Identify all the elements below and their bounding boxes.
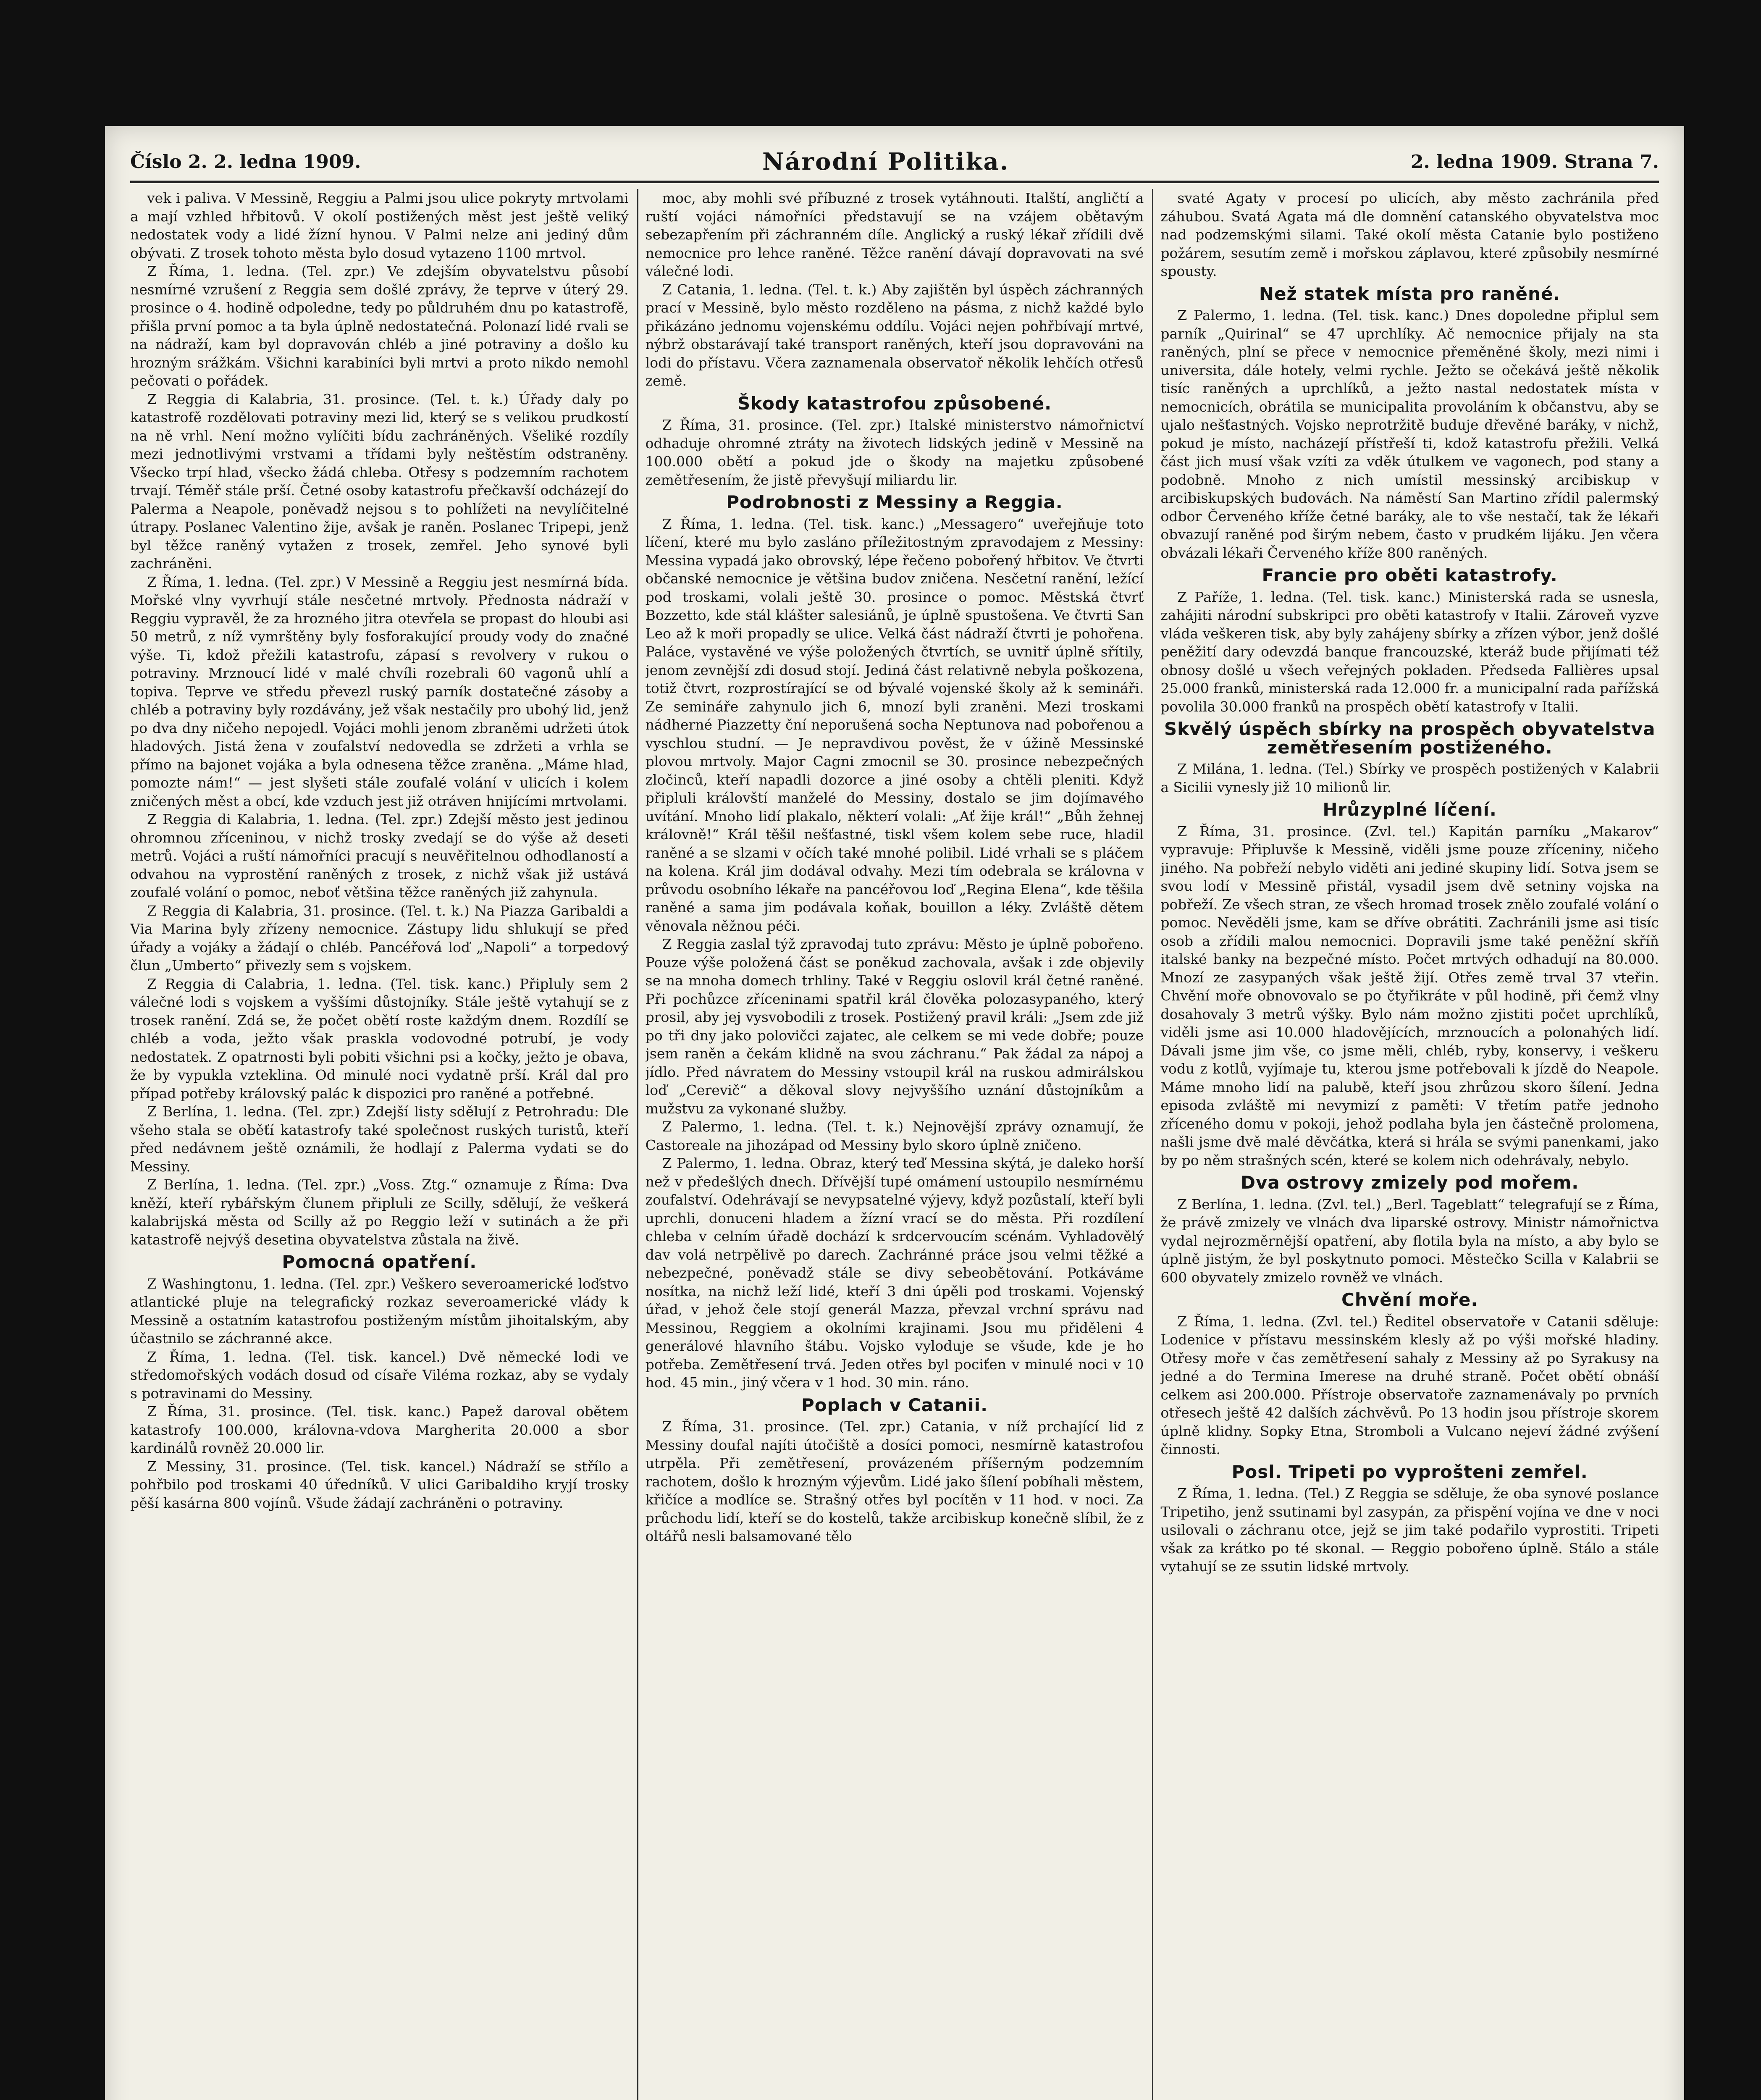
paragraph: Z Říma, 31. prosince. (Zvl. tel.) Kapitán parníku „Makarov“ vypravuje: Připluvše k Messině, viděli jsme pouze zříceniny, ničeho jiného. Na pobřeží nebylo viděti ani jediné skupiny lidí. Sotva jsem se svou lodí v Messině přistál, vysadil jsem dvě setniny vojska na pobřeží. Ze všech stran, ze všech hromad trosek znělo zoufalé volání o pomoc. Nevěděli jsme, kam se dříve obrátiti. Zachránili jsme asi tisíc osob a zřídili malou nemocnici. Dopravili jsme také peněžní skříň italské banky na bezpečné místo. Počet mrtvých odhadují na 80.000. Mnozí ze zasypaných však ještě žijí. Otřes země trval 37 vteřin. Chvění moře obnovovalo se po čtyřikráte v půl hodině, při čemž vlny dosahovaly 3 metrů výšky. Bylo nám možno zjistiti počet uprchlíků, viděli jsme asi 10.000 hladovějících, mrznoucích a polonahých lidí. Dávali jsme jim vše, co jsme měli, chléb, ryby, konservy, i veškeru vodu z kotlů, vyjímaje tu, kterou jsme potřebovali k jízdě do Neapole. Máme mnoho lidí na palubě, kteří jsou zhrůzou skoro šílení. Jedna episoda zvláště mi nevymizí z paměti: V třetím patře jednoho zříceného domu v pokoji, jehož podlaha byla jen částečně prolomena, našli jsme dvě malé děvčátka, která si hrála se svými panenkami, jako by po něm strašných scén, které se kolem nich odehrávaly, nebylo. <box>1160 823 1659 1168</box>
section-heading: Hrůzyplné líčení. <box>1323 799 1497 820</box>
section-heading: Skvělý úspěch sbírky na prospěch obyvatelstva zemětřesením postiženého. <box>1164 719 1656 758</box>
page-header <box>130 147 1659 176</box>
paragraph: Z Palermo, 1. ledna. Obraz, který teď Messina skýtá, je daleko horší než v předešlých dnech. Dřívější tupé omámení ustoupilo nesmírnému zoufalství. Odehrávají se nevypsatelné výjevy, když pozůstalí, kteří byli uprchli, donuceni hladem a žízní vrací se do města. Při rozdílení chleba v celním úřadě dochází k srdcervoucím scénám. Vyhladovělý dav volá netrpělivě po darech. Zachránné práce jsou velmi těžké a nebezpečné, poněvadž stále se divy sebeobětování. Potkáváme nosítka, na nichž leží lidé, kteří 3 dni úpěli pod troskami. Vojenský úřad, v jehož čele stojí generál Mazza, převzal vrchní správu nad Messinou, Reggiem a okolními krajinami. Jsou mu přiděleni 4 generálové hlavního štábu. Vojsko vyloduje se všude, kde je ho potřeba. Zemětřesení trvá. Jeden otřes byl pociťen v minulé noci v 10 hod. 45 min., jiný včera v 1 hod. 30 min. ráno. <box>645 1155 1144 1391</box>
section-heading: Chvění moře. <box>1341 1289 1478 1310</box>
paragraph: Z Paříže, 1. ledna. (Tel. tisk. kanc.) Ministerská rada se usnesla, zahájiti národní subskripci pro oběti katastrofy v Italii. Zároveň vyzve vláda veškeren tisk, aby byly zahájeny sbírky a zřízen výbor, jenž došlé peněžití dary odevzdá banque francouzské, kteráž bude přijímati též obnosy došlé u všech veřejných pokladen. Předseda Fallières upsal 25.000 franků, ministerská rada 12.000 fr. a municipalní rada pařížská povolila 30.000 franků na prospěch obětí katastrofy v Italii. <box>1160 588 1659 715</box>
paragraph: Z Reggia di Kalabria, 31. prosince. (Tel. t. k.) Úřady daly po katastrofě rozdělovati potraviny mezi lid, který se s velikou prudkostí na ně vrhl. Není možno vylíčiti bídu zachráněných. Všeliké rozdíly mezi jednotlivými vrstvami a třídami byly neštěstím odstraněny. Všecko trpí hlad, všecko žádá chleba. Otřesy s podzemním rachotem trvají. Téměř stále prší. Četné osoby katastrofu přečkavší odcházejí do Palerma a Neapole, poněvadž nejsou s to pohlížeti na nevylíčitelné útrapy. Poslanec Valentino žije, avšak je raněn. Poslanec Tripepi, jenž byl těžce raněný vytažen z trosek, zemřel. Jeho synové byli zachráněni. <box>130 391 629 572</box>
article-columns <box>130 189 1659 2100</box>
paragraph: Z Milána, 1. ledna. (Tel.) Sbírky ve prospěch postižených v Kalabrii a Sicilii vynesly již 10 milionů lir. <box>1160 761 1659 795</box>
paragraph: Z Catania, 1. ledna. (Tel. t. k.) Aby zajištěn byl úspěch záchranných prací v Messině, bylo město rozděleno na pásma, z nichž každé bylo přikázáno jednomu vojenskému oddílu. Vojáci nejen pohřbívají mrtvé, nýbrž obstarávají také transport raněných, kteří jsou dopravováni na lodi do přístavu. Včera zaznamenala observatoř několik lehčích otřesů země. <box>645 281 1144 389</box>
page-number: 2. ledna 1909. Strana 7. <box>1410 151 1659 173</box>
paragraph: Z Reggia di Kalabria, 1. ledna. (Tel. zpr.) Zdejší město jest jedinou ohromnou zříceninou, v nichž trosky zvedají se do výše až deseti metrů. Vojáci a ruští námořníci pracují s neuvěřitelnou odhodlaností a odvahou na vyprostění raněných z trosek, z nichž však již ustává zoufalé volání o pomoc, neboť většina těžce raněných již zahynula. <box>130 811 629 900</box>
paragraph: Z Washingtonu, 1. ledna. (Tel. zpr.) Veškero severoamerické loďstvo atlantické pluje na telegrafický rozkaz severoamerické vlády k Messině a ostatním katastrofou postiženým místům jihoitalským, aby účastnilo se záchranné akce. <box>130 1275 629 1347</box>
paragraph: Z Říma, 1. ledna. (Tel. zpr.) V Messině a Reggiu jest nesmírná bída. Mořské vlny vyvrhují stále nesčetné mrtvoly. Přednosta nádraží v Reggiu vypravěl, že za hrozného jitra otevřela se propast do hloubi asi 50 metrů, z níž vymrštěny byly fosforakující proudy vody do značné výše. Ti, kdož přežili katastrofu, zápasí s revolvery v rukou o potraviny. Mrznoucí lidé v malé chvíli rozebrali 60 vagonů uhlí a topiva. Teprve ve středu převezl ruský parník dostatečné zásoby a chléb a potraviny byly rozdávány, jež však nestačily pro ubohý lid, jenž po dva dny ničeho nepojedl. Vojáci mohli jenom zbraněmi udržeti útok hladových. Jistá žena v zoufalství nedovedla se zdržeti a vrhla se přímo na bajonet vojáka a byla odnesena těžce zraněna. „Máme hlad, pomozte nám!“ — jest slyšeti stále zoufalé volání v ulicích i kolem zničených měst a obcí, kde vzduch jest již otráven hnijícími mrtvolami. <box>130 573 629 809</box>
paragraph: Z Říma, 31. prosince. (Tel. zpr.) Italské ministerstvo námořnictví odhaduje ohromné ztráty na životech lidských jedině v Messině na 100.000 obětí a pokud jde o škody na majetku způsobené zemětřesením, že jistě převyšují miliardu lir. <box>645 417 1144 488</box>
paragraph: Z Říma, 1. ledna. (Tel. tisk. kanc.) „Messagero“ uveřejňuje toto líčení, které mu bylo zasláno příležitostným zpravodajem z Messiny: Messina vypadá jako obrovský, lépe řečeno pobořený hřbitov. Ve čtvrti občanské nemocnice je většina budov zničena. Nesčetní ranění, ležící pod troskami, volali ještě 30. prosince o pomoc. Městská čtvrť Bozzetto, kde stál klášter salesiánů, je úplně spustošena. Ve čtvrti San Leo až k moři propadly se ulice. Velká část nádraží čtvrti je pohořena. Paláce, vystavěné ve výše položených čtvrtích, se uvnitř úplně sřítily, jenom zevnější zdi dosud stojí. Jediná část relativně nebyla poškozena, totiž čtvrt, rozprostírající se od bývalé vojenské školy až k semináři. Ze semináře zahynulo jich 6, mnozí byli zraněni. Mezi troskami nádherné Piazzetty ční neporušená socha Neptunova nad pobořenou a vyschlou studní. — Je nepravdivou pověst, že v úžině Messinské plovou mrtvoly. Major Cagni zmocnil se 30. prosince nebezpečných zločinců, kteří napadli dozorce a jiné osoby a chtěli pleniti. Když připluli královští manželé do Messiny, dostalo se jim dojímavého uvítání. Mnoho lidí plakalo, některí volali: „Ať žije král!“ „Bůh žehnej královně!“ Král těšil nešťastné, tiskl všem kolem sebe ruce, hladil raněné a se slzami v očích také mnohé polibil. Lidé vrhali se s pláčem na kolena. Král jim dodával odvahy. Mezi tím odebrala se královna v průvodu osobního lékaře na pancéřovou loď „Regina Elena“, kde těšila raněné a sama jim podávala koňak, bouillon a léky. Zvláště dětem věnovala něžnou péči. <box>645 515 1144 934</box>
section-heading: Poplach v Catanii. <box>801 1394 988 1415</box>
section-heading: Škody katastrofou způsobené. <box>737 393 1052 414</box>
newspaper-page <box>105 126 1684 2100</box>
section-heading: Francie pro oběti katastrofy. <box>1262 565 1558 585</box>
paragraph: vek i paliva. V Messině, Reggiu a Palmi jsou ulice pokryty mrtvolami a mají vzhled hřbitovů. V okolí postižených měst jest ještě veliký nedostatek vody a lidé žízní hynou. V Palmi nelze ani jediný dům obývati. Z trosek tohoto města bylo dosud vytazeno 1100 mrtvol. <box>130 190 629 261</box>
section-heading: Dva ostrovy zmizely pod mořem. <box>1241 1172 1579 1193</box>
column-3 <box>1160 189 1659 2100</box>
paragraph: Z Messiny, 31. prosince. (Tel. tisk. kancel.) Nádraží se střílo a pohřbilo pod troskami 40 úředníků. V ulici Garibaldiho kryjí trosky pěší kasárna 800 vojínů. Všude žádají zachráněni o potraviny. <box>130 1458 629 1511</box>
column-1 <box>130 189 629 2100</box>
paragraph: Z Říma, 31. prosince. (Tel. zpr.) Catania, v níž prchající lid z Messiny doufal najíti útočiště a dosíci pomoci, nesmírně katastrofou utrpěla. Při zemětřesení, provázeném příšerným podzemním rachotem, došlo k hrozným výjevům. Lidé jako šílení pobíhali městem, křičíce a modlíce se. Strašný otřes byl pocítěn v 11 hod. v noci. Za průchodu lidí, kteří se do kostelů, takže arcibiskup konečně slíbil, že z oltářů nesli balsamované tělo <box>645 1418 1144 1544</box>
paragraph: Z Říma, 1. ledna. (Zvl. tel.) Ředitel observatoře v Catanii sděluje: Lodenice v přístavu messinském klesly až po výši mořské hladiny. Otřesy moře v čas zemětřesení sahaly z Messiny až po Syrakusy na jedné a do Termina Imerese na druhé straně. Počet obětí obnáší celkem asi 200.000. Přístroje observatoře zaznamenávaly po prvních otřesech ještě 42 dalších záchvěvů. Po 13 hodin jsou přístroje skorem úplně klidny. Sopky Etna, Stromboli a Vulcano nejeví žádné zvýšení činnosti. <box>1160 1313 1659 1457</box>
section-heading: Pomocná opatření. <box>282 1252 477 1272</box>
paragraph: Z Říma, 1. ledna. (Tel. zpr.) Ve zdejším obyvatelstvu působí nesmírné vzrušení z Reggia sem došlé zprávy, že teprve v úterý 29. prosince o 4. hodině odpoledne, tedy po půldruhém dnu po katastrofě, přišla první pomoc a ta byla úplně nedostatečná. Polonazí lidé rvali se na nádraží, kam byl dopravován chléb a jiné potraviny a došlo ku hrozným srážkám. Všichni karabiníci byli mrtvi a proto nikdo nemohl pečovati o pořádek. <box>130 263 629 389</box>
paragraph: Z Berlína, 1. ledna. (Tel. zpr.) Zdejší listy sdělují z Petrohradu: Dle všeho stala se oběťí katastrofy také společnost ruských turistů, kteří před nedávnem ještě oznámili, že hodlají z Palerma vydati se do Messiny. <box>130 1103 629 1175</box>
paragraph: moc, aby mohli své příbuzné z trosek vytáhnouti. Italští, angličtí a ruští vojáci námořníci představují se na vzájem obětavým sebezapřením při záchranném díle. Anglický a ruský lékař zřídili dvě nemocnice pro lehce raněné. Těžce ranění dávají dopravovati na své válečné lodi. <box>645 190 1144 279</box>
paragraph: Z Reggia zaslal týž zpravodaj tuto zprávu: Město je úplně pobořeno. Pouze výše položená část se poněkud zachovala, avšak i zde objevily se na mnoha domech trhliny. Také v Reggiu oslovil král četné raněné. Při pochůzce zříceninami spatřil král člověka polozasypaného, který prosil, aby jej vysvobodili z trosek. Postižený pravil králi: „Jsem zde již po tři dny jako polovičci zajatec, ale celkem se mi vede dobře; pouze jsem raněn a čekám klidně na svou záchranu.“ Pak žádal za nápoj a jídlo. Před návratem do Messiny vstoupil král na ruskou admirálskou loď „Cerevič“ a děkoval slovy nejvyššího uznání důstojníkům a mužstvu za vykonané služby. <box>645 936 1144 1117</box>
paragraph: Z Berlína, 1. ledna. (Tel. zpr.) „Voss. Ztg.“ oznamuje z Říma: Dva kněží, kteří rybářským člunem připluli ze Scilly, sdělují, že veškerá kalabrijská města od Scilly až po Reggio leží v sutinách a že při katastrofě nejvýš desetina obyvatelstva zůstala na živě. <box>130 1176 629 1248</box>
section-heading: Posl. Tripeti po vyprošteni zemřel. <box>1231 1461 1588 1482</box>
paragraph: Z Reggia di Calabria, 1. ledna. (Tel. tisk. kanc.) Připluly sem 2 válečné lodi s vojskem a vyššími důstojníky. Stále ještě vytahují se z trosek ranění. Zdá se, že počet obětí roste každým dnem. Rozdílí se chléb a voda, ježto však praskla vodovodné potrubí, je vody nedostatek. Z opatrnosti byli pobiti všichni psi a kočky, ježto je obava, že by vypukla vzteklina. Od minulé noci vydatně prší. Král dal pro případ potřeby královský palác k dispozici pro raněné a potřebné. <box>130 975 629 1102</box>
column-2 <box>646 189 1144 2100</box>
newspaper-title: Národní Politika. <box>762 148 1010 176</box>
paragraph: svaté Agaty v procesí po ulicích, aby město zachránila před záhubou. Svatá Agata má dle domnění catanského obyvatelstva moc nad podzemskými silami. Také okolí města Catanie bylo postiženo požárem, sesutím země i mořskou záplavou, které způsobily nesmírné spousty. <box>1160 190 1659 279</box>
header-rule <box>130 181 1659 183</box>
section-heading: Než statek místa pro raněné. <box>1259 283 1561 304</box>
paragraph: Z Palermo, 1. ledna. (Tel. t. k.) Nejnovější zprávy oznamují, že Castoreale na jihozápad od Messiny bylo skoro úplně zničeno. <box>645 1118 1144 1153</box>
section-heading: Podrobnosti z Messiny a Reggia. <box>726 492 1063 512</box>
paragraph: Z Říma, 1. ledna. (Tel. tisk. kancel.) Dvě německé lodi ve středomořských vodách dosud od císaře Viléma rozkaz, aby se vydaly s potravinami do Messiny. <box>130 1348 629 1402</box>
issue-date: Číslo 2. 2. ledna 1909. <box>130 151 361 173</box>
paragraph: Z Říma, 1. ledna. (Tel.) Z Reggia se sděluje, že oba synové poslance Tripetiho, jenž ssutinami byl zasypán, za přispění vojína ve dne v noci usilovali o záchranu otce, jejž se jim také podařilo vyprostiti. Tripeti však za krátko po té skonal. — Reggio pobořeno úplně. Stálo a stále vytahují se ze ssutin lidské mrtvoly. <box>1160 1485 1659 1575</box>
paragraph: Z Říma, 31. prosince. (Tel. tisk. kanc.) Papež daroval obětem katastrofy 100.000, královna-vdova Margherita 20.000 a sbor kardinálů rovněž 20.000 lir. <box>130 1403 629 1456</box>
paragraph: Z Berlína, 1. ledna. (Zvl. tel.) „Berl. Tageblatt“ telegrafují se z Říma, že právě zmizely ve vlnách dva liparské ostrovy. Ministr námořnictva vydal nejrozměrnější opatření, aby flotila byla na místo, a aby bylo se úplně jistým, že byl poskytnuto pomoci. Městečko Scilla v Kalabrii se 600 obyvately zmizelo rovněž ve vlnách. <box>1160 1196 1659 1286</box>
paragraph: Z Reggia di Kalabria, 31. prosince. (Tel. t. k.) Na Piazza Garibaldi a Via Marina byly zřízeny nemocnice. Zástupy lidu shlukují se před úřady a vojáky a žádají o chléb. Pancéřová loď „Napoli“ a torpedový člun „Umberto“ přivezly sem s vojskem. <box>130 902 629 974</box>
paragraph: Z Palermo, 1. ledna. (Tel. tisk. kanc.) Dnes dopoledne připlul sem parník „Quirinal“ se 47 uprchlíky. Ač nemocnice přijaly na sta raněných, plní se přece v nemocnice přeměněné školy, mezi nimi i universita, dále hotely, velmi rychle. Ježto se očekává ještě několik tisíc raněných a uprchlíků, a ježto nastal nedostatek místa v nemocnicích, obrátila se municipalita provoláním k občanstvu, aby se ujalo nešťastných. Vojsko neprotržitě buduje dřevěné baráky, v nichž, pokud je místo, nacházejí přístřeší ti, kdož katastrofu přežili. Velká část jich musí však vzíti za vděk útulkem ve vagonech, pod stany a podobně. Mnoho z nich umístil messinský arcibiskup v arcibiskupských budovách. Na náměstí San Martino zřídil palermský odbor Červeného kříže četné baráky, ale to vše nestačí, tak že lékaři obvazují raněné pod širým nebem, často v prudkém lijáku. Jen včera obvázali lékaři Červeného kříže 800 raněných. <box>1160 307 1659 561</box>
